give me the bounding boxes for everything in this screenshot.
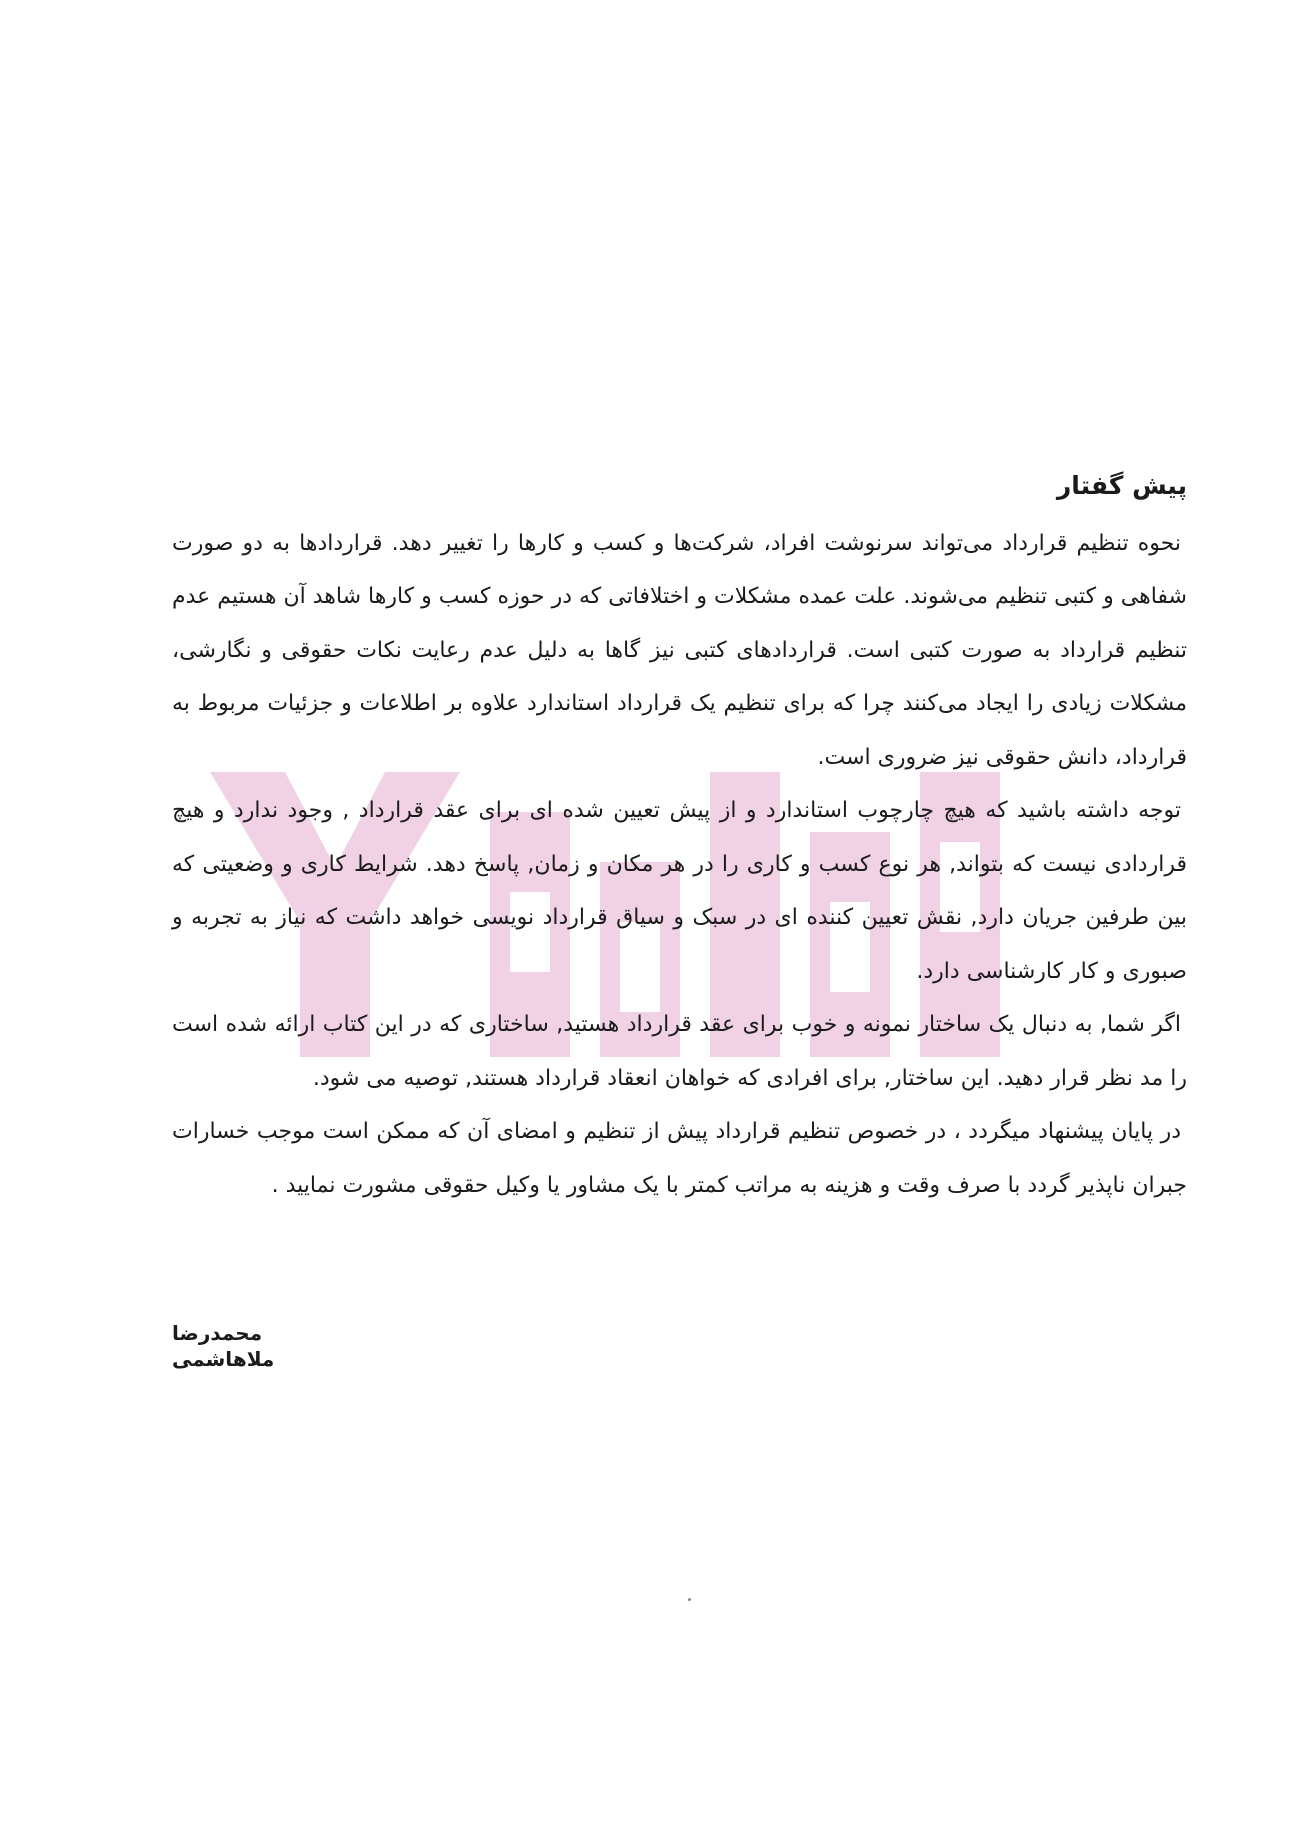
scan-speck	[688, 1598, 691, 1601]
paragraph-3: اگر شما, به دنبال یک ساختار نمونه و خوب برای عقد قرارداد هستید, ساختاری که در این کتاب ارائه شده است را مد نظر قرار دهید. این ساختار, برای افرادی که خواهان انعقاد قرارداد هستند, توصیه می شود.	[172, 1012, 1187, 1091]
page-title: پیش گفتار	[1056, 471, 1187, 500]
paragraph-4: در پایان پیشنهاد میگردد ، در خصوص تنظیم قرارداد پیش از تنظیم و امضای آن که ممکن است موجب خسارات جبران ناپذیر گردد با صرف وقت و هزینه به مراتب کمتر با یک مشاور یا وکیل حقوقی مشورت نمایید .	[172, 1119, 1187, 1198]
paragraph-1: نحوه تنظیم قرارداد می‌تواند سرنوشت افراد، شرکت‌ها و کسب و کارها را تغییر دهد. قراردادها به دو صورت شفاهی و کتبی تنظیم می‌شوند. علت عمده مشکلات و اختلافاتی که در حوزه کسب و کارها شاهد آن هستیم عدم تنظیم قرارداد به صورت کتبی است. قراردادهای کتبی نیز گاها به دلیل عدم رعایت نکات حقوقی و نگارشی، مشکلات زیادی را ایجاد می‌کنند چرا که برای تنظیم یک قرارداد استاندارد علاوه بر اطلاعات و جزئیات مربوط به قرارداد، دانش حقوقی نیز ضروری است.	[172, 530, 1187, 770]
author-signature: محمدرضا ملاهاشمی	[172, 1321, 275, 1371]
document-body	[172, 470, 1187, 1212]
paragraph-2: توجه داشته باشید که هیچ چارچوب استاندارد و از پیش تعیین شده ای برای عقد قرارداد , وجود ندارد و هیچ قراردادی نیست که بتواند, هر نوع کسب و کاری را در هر مکان و زمان, پاسخ دهد. شرایط کاری و وضعیتی که بین طرفین جریان دارد, نقش تعیین کننده ای در سبک و سیاق قرارداد نویسی خواهد داشت که نیاز به تجربه و صبوری و کار کارشناسی دارد.	[172, 798, 1187, 984]
